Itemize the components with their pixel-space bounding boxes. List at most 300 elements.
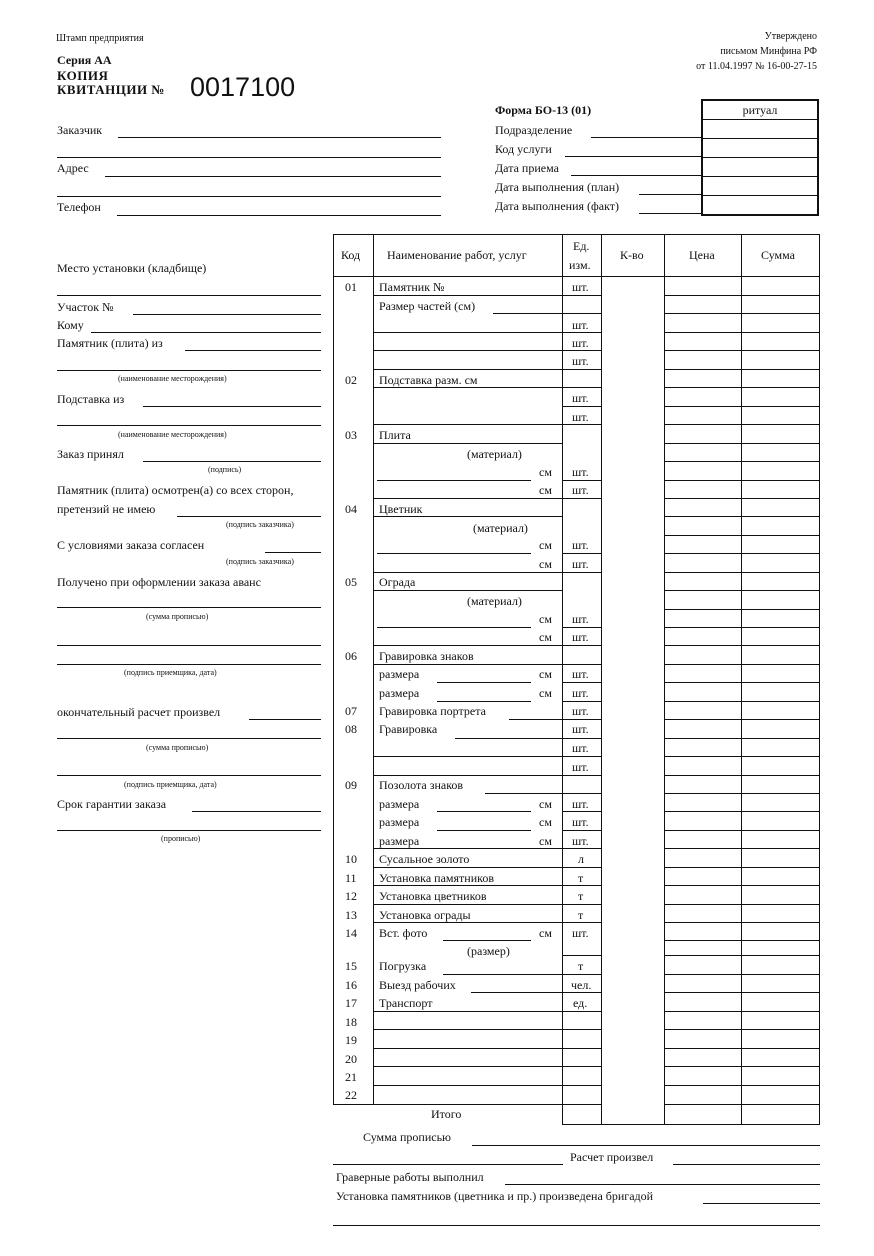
row-line (664, 590, 820, 591)
unit-row-line (562, 701, 601, 702)
row-line (664, 480, 820, 481)
unit-t: т (578, 871, 584, 885)
fill-line[interactable] (437, 848, 531, 849)
engraving-done-field[interactable] (505, 1184, 820, 1185)
fill-line[interactable] (471, 992, 562, 993)
header-sum: Сумма (761, 248, 795, 262)
row-line (664, 1048, 820, 1049)
row-line (664, 572, 820, 573)
unit-row-line (562, 738, 601, 739)
unit-pcs: шт. (572, 557, 589, 571)
unit-pcs: шт. (572, 741, 589, 755)
code-20: 20 (345, 1052, 357, 1066)
agree-label: С условиями заказа согласен (57, 538, 205, 552)
row-line (664, 848, 820, 849)
unit-pcs: шт. (572, 612, 589, 626)
warranty-field[interactable] (192, 811, 321, 812)
fill-line[interactable] (443, 940, 531, 941)
receiver-sign-caption-1: (подпись приемщика, дата) (124, 668, 217, 677)
stand-from-label: Подставка из (57, 392, 125, 406)
warranty-field-2[interactable] (57, 830, 321, 831)
monument-from-field[interactable] (185, 350, 321, 351)
fill-line[interactable] (429, 590, 562, 591)
phone-label: Телефон (57, 200, 101, 214)
unit-row-line (562, 904, 601, 905)
stand-from-field-2[interactable] (57, 425, 321, 426)
sum-words-caption-2: (сумма прописью) (146, 743, 209, 752)
name-row-line (373, 1085, 562, 1086)
unit-pcs: шт. (572, 410, 589, 424)
row-line (664, 867, 820, 868)
header-name: Наименование работ, услуг (387, 248, 527, 262)
payment-made-label: Расчет произвел (570, 1150, 654, 1164)
stand-from-field[interactable] (143, 406, 321, 407)
fill-line[interactable] (377, 645, 531, 646)
fill-line[interactable] (437, 811, 531, 812)
unit-pcs: шт. (572, 834, 589, 848)
item-size-3: размера (379, 797, 420, 811)
address-label: Адрес (57, 161, 89, 175)
monument-from-field-2[interactable] (57, 370, 321, 371)
row-line (664, 775, 820, 776)
receiver-sign-caption-2: (подпись приемщика, дата) (124, 780, 217, 789)
unit-person: чел. (571, 978, 592, 992)
unit-pcs: шт. (572, 760, 589, 774)
unit-pcs: шт. (572, 704, 589, 718)
item-engraving-portrait: Гравировка портрета (379, 704, 486, 718)
final-payment-label: окончательный расчет произвел (57, 705, 221, 719)
item-fence: Ограда (379, 575, 416, 589)
approved-line-2: письмом Минфина РФ (720, 46, 817, 57)
plan-date-label: Дата выполнения (план) (495, 180, 620, 194)
unit-cm: см (539, 538, 552, 552)
caption-size: (размер) (467, 944, 510, 958)
fill-line[interactable] (455, 738, 562, 739)
order-accepted-field[interactable] (143, 461, 321, 462)
unit-row-line (562, 480, 601, 481)
unit-pcs: шт. (572, 483, 589, 497)
row-line (664, 424, 820, 425)
unit-cm: см (539, 630, 552, 644)
table-border-bottom (333, 1104, 562, 1105)
code-02: 02 (345, 373, 357, 387)
row-line (664, 756, 820, 757)
code-05: 05 (345, 575, 357, 589)
code-07: 07 (345, 704, 357, 718)
receipt-label: КВИТАНЦИИ № (57, 82, 165, 97)
item-size-4: размера (379, 815, 420, 829)
code-08: 08 (345, 722, 357, 736)
final-payment-field-3[interactable] (57, 775, 321, 776)
row-line (664, 609, 820, 610)
sum-words-label: Сумма прописью (363, 1130, 452, 1144)
row-line (664, 885, 820, 886)
unit-row-line (562, 645, 601, 646)
fill-line[interactable] (519, 904, 562, 905)
final-payment-field-2[interactable] (57, 738, 321, 739)
unit-row-line (562, 1104, 601, 1105)
row-line (664, 332, 820, 333)
name-row-line (373, 1029, 562, 1030)
fill-line[interactable] (519, 885, 562, 886)
unit-pcs: шт. (572, 667, 589, 681)
row-line (664, 350, 820, 351)
code-18: 18 (345, 1015, 357, 1029)
payment-made-field[interactable] (673, 1164, 820, 1165)
code-17: 17 (345, 996, 357, 1010)
unit-cm: см (539, 667, 552, 681)
row-line (664, 295, 820, 296)
place-label: Место установки (кладбище) (57, 261, 207, 275)
accept-date-label: Дата приема (495, 161, 559, 175)
col-sep-unit (601, 234, 602, 1125)
receipt-number: 0017100 (190, 72, 296, 102)
code-04: 04 (345, 502, 357, 516)
unit-row-line (562, 775, 601, 776)
fill-line[interactable] (437, 830, 531, 831)
row-line (664, 645, 820, 646)
engraving-done-label: Граверные работы выполнил (336, 1170, 484, 1184)
unit-t: т (578, 959, 584, 973)
code-22: 22 (345, 1088, 357, 1102)
to-whom-label: Кому (57, 318, 84, 332)
item-photo: Вст. фото (379, 926, 428, 940)
sum-words-caption-1: (сумма прописью) (146, 612, 209, 621)
row-line (664, 313, 820, 314)
unit-pcs: шт. (572, 686, 589, 700)
unit-t: т (578, 889, 584, 903)
row-line (664, 664, 820, 665)
row-line (664, 719, 820, 720)
unit-pcs: шт. (572, 318, 589, 332)
order-accepted-label: Заказ принял (57, 447, 124, 461)
code-06: 06 (345, 649, 357, 663)
name-row-line (373, 775, 562, 776)
total-label: Итого (431, 1107, 462, 1121)
unit-pcs: шт. (572, 926, 589, 940)
unit-cm: см (539, 465, 552, 479)
fill-line[interactable] (377, 627, 531, 628)
item-install-flowerbeds: Установка цветников (379, 889, 487, 903)
unit-pcs: шт. (572, 336, 589, 350)
fill-line[interactable] (493, 922, 562, 923)
unit-t: т (578, 908, 584, 922)
item-gold-leaf: Сусальное золото (379, 852, 470, 866)
fill-line[interactable] (493, 313, 562, 314)
advance-field-3[interactable] (57, 664, 321, 665)
row-line (664, 904, 820, 905)
row-line (664, 461, 820, 462)
item-slab: Плита (379, 428, 411, 442)
unit-row-line (562, 1066, 601, 1067)
unit-pcs: шт. (572, 815, 589, 829)
department-label: Подразделение (495, 123, 573, 137)
fill-line[interactable] (437, 701, 531, 702)
row-line (664, 922, 820, 923)
row-line (664, 682, 820, 683)
code-03: 03 (345, 428, 357, 442)
ritual-cell[interactable] (703, 139, 817, 158)
item-flowerbed: Цветник (379, 502, 423, 516)
fill-line[interactable] (509, 719, 562, 720)
unit-pcs: шт. (572, 797, 589, 811)
unit-l: л (578, 852, 584, 866)
unit-cm: см (539, 483, 552, 497)
unit-row-line (562, 664, 601, 665)
code-16: 16 (345, 978, 357, 992)
form-title: Форма БО-13 (01) (495, 103, 592, 117)
install-done-field[interactable] (703, 1203, 820, 1204)
fill-line[interactable] (449, 1011, 562, 1012)
item-engraving: Гравировка (379, 722, 438, 736)
unit-row-line (562, 387, 601, 388)
header-unit-2: изм. (569, 258, 591, 272)
unit-row-line (562, 498, 601, 499)
unit-row-line (562, 369, 601, 370)
unit-cm: см (539, 815, 552, 829)
row-line (664, 830, 820, 831)
ritual-cell[interactable] (703, 120, 817, 139)
name-row-line (373, 756, 562, 757)
fill-line[interactable] (433, 516, 562, 517)
fill-line[interactable] (443, 974, 562, 975)
code-15: 15 (345, 959, 357, 973)
unit-row-line (562, 295, 601, 296)
item-stand: Подставка разм. см (379, 373, 478, 387)
row-line (664, 369, 820, 370)
name-row-line (373, 1066, 562, 1067)
fill-line[interactable] (501, 387, 562, 388)
unit-cm: см (539, 686, 552, 700)
header-bottom-line (333, 276, 820, 277)
fill-line[interactable] (377, 553, 531, 554)
plot-label: Участок № (57, 300, 114, 314)
header-unit-1: Ед. (573, 239, 590, 253)
series-label: Серия АА (57, 53, 112, 67)
fill-line[interactable] (485, 867, 562, 868)
row-line (664, 553, 820, 554)
sum-words-field[interactable] (472, 1145, 820, 1146)
final-payment-field[interactable] (249, 719, 321, 720)
unit-pcs: шт. (572, 630, 589, 644)
advance-label: Получено при оформлении заказа аванс (57, 575, 261, 589)
sum-words-field-2[interactable] (333, 1164, 563, 1165)
table-border-top (333, 234, 820, 235)
row-line (664, 955, 820, 956)
row-line (664, 1104, 820, 1105)
agree-field[interactable] (265, 552, 321, 553)
ritual-cell[interactable] (703, 196, 817, 215)
fill-line[interactable] (421, 443, 562, 444)
table-border-left (333, 234, 334, 1105)
total-row-bottom (562, 1124, 820, 1125)
inspected-label-1: Памятник (плита) осмотрен(а) со всех сторон, (57, 483, 294, 497)
fact-date-field[interactable] (639, 213, 701, 214)
item-size-5: размера (379, 834, 420, 848)
to-whom-field[interactable] (91, 332, 321, 333)
row-line (664, 627, 820, 628)
unit-row-line (562, 627, 601, 628)
code-13: 13 (345, 908, 357, 922)
customer-signature-caption-1: (подпись заказчика) (226, 520, 294, 529)
header-qty: К-во (620, 248, 644, 262)
row-line (664, 1029, 820, 1030)
item-monument: Памятник № (379, 280, 445, 294)
code-10: 10 (345, 852, 357, 866)
name-row-line (373, 1048, 562, 1049)
unit-row-line (562, 793, 601, 794)
stamp-label: Штамп предприятия (56, 33, 144, 44)
ritual-label: ритуал (703, 101, 817, 120)
unit-row-line (562, 313, 601, 314)
item-parts-size: Размер частей (см) (379, 299, 476, 313)
row-line (664, 406, 820, 407)
service-code-label: Код услуги (495, 142, 552, 156)
code-14: 14 (345, 926, 357, 940)
place-field[interactable] (57, 295, 321, 296)
warranty-label: Срок гарантии заказа (57, 797, 167, 811)
plot-field[interactable] (133, 314, 321, 315)
unit-row-line (562, 830, 601, 831)
unit-cm: см (539, 834, 552, 848)
address-field-2[interactable] (57, 196, 441, 197)
copy-label: КОПИЯ (57, 68, 109, 83)
unit-cm: см (539, 797, 552, 811)
unit-row-line (562, 756, 601, 757)
code-11: 11 (345, 871, 357, 885)
unit-pcs: шт. (572, 465, 589, 479)
unit-row-line (562, 553, 601, 554)
fill-line[interactable] (377, 572, 531, 573)
unit-row-line (562, 867, 601, 868)
code-19: 19 (345, 1033, 357, 1047)
header-price: Цена (689, 248, 715, 262)
unit-row-line (562, 955, 601, 956)
item-loading: Погрузка (379, 959, 427, 973)
code-12: 12 (345, 889, 357, 903)
services-table (333, 234, 820, 1125)
in-words-caption: (прописью) (161, 834, 201, 843)
unit-row-line (562, 1085, 601, 1086)
row-line (664, 387, 820, 388)
unit-row-line (562, 572, 601, 573)
unit-pcs: шт. (572, 280, 589, 294)
item-transport: Транспорт (379, 996, 433, 1010)
fill-line[interactable] (377, 480, 531, 481)
item-install-monuments: Установка памятников (379, 871, 494, 885)
monument-from-label: Памятник (плита) из (57, 336, 163, 350)
unit-unit: ед. (573, 996, 588, 1010)
unit-row-line (562, 682, 601, 683)
customer-field[interactable] (118, 137, 441, 138)
item-engraving-signs: Гравировка знаков (379, 649, 474, 663)
code-09: 09 (345, 778, 357, 792)
row-line (664, 535, 820, 536)
unit-cm: см (539, 926, 552, 940)
fill-line[interactable] (437, 682, 531, 683)
inspected-field[interactable] (177, 516, 321, 517)
ritual-box (701, 99, 819, 216)
code-01: 01 (345, 280, 357, 294)
col-sep-code (373, 234, 374, 1105)
fill-line[interactable] (377, 498, 531, 499)
item-size-2: размера (379, 686, 420, 700)
advance-field-2[interactable] (57, 645, 321, 646)
header-code: Код (341, 248, 361, 262)
name-row-line (373, 424, 562, 425)
caption-material-flowerbed: (материал) (473, 521, 528, 535)
row-line (664, 793, 820, 794)
item-gilding: Позолота знаков (379, 778, 464, 792)
item-size-1: размера (379, 667, 420, 681)
unit-row-line (562, 1011, 601, 1012)
customer-label: Заказчик (57, 123, 103, 137)
unit-pcs: шт. (572, 722, 589, 736)
phone-field[interactable] (117, 215, 441, 216)
caption-material-fence: (материал) (467, 594, 522, 608)
install-done-label: Установка памятников (цветника и пр.) произведена бригадой (336, 1189, 654, 1203)
row-line (664, 1085, 820, 1086)
name-row-line (373, 332, 562, 333)
unit-row-line (562, 1048, 601, 1049)
approved-line-3: от 11.04.1997 № 16-00-27-15 (696, 61, 817, 72)
unit-pcs: шт. (572, 354, 589, 368)
row-line (664, 940, 820, 941)
deposit-caption-1: (наименование месторождения) (118, 374, 227, 383)
service-code-field[interactable] (565, 156, 701, 157)
approved-line-1: Утверждено (764, 31, 817, 42)
row-line (664, 443, 820, 444)
row-line (664, 974, 820, 975)
code-21: 21 (345, 1070, 357, 1084)
customer-signature-caption-2: (подпись заказчика) (226, 557, 294, 566)
accept-date-field[interactable] (571, 175, 701, 176)
name-row-line (373, 350, 562, 351)
ritual-cell[interactable] (703, 158, 817, 177)
item-workers-trip: Выезд рабочих (379, 978, 456, 992)
row-line (664, 738, 820, 739)
row-line (664, 701, 820, 702)
customer-field-2[interactable] (57, 157, 441, 158)
unit-pcs: шт. (572, 538, 589, 552)
plan-date-field[interactable] (639, 194, 701, 195)
address-field[interactable] (105, 176, 441, 177)
unit-pcs: шт. (572, 391, 589, 405)
unit-row-line (562, 974, 601, 975)
department-field[interactable] (591, 137, 701, 138)
unit-row-line (562, 719, 601, 720)
fact-date-label: Дата выполнения (факт) (495, 199, 620, 213)
ritual-cell[interactable] (703, 177, 817, 196)
unit-row-line (562, 1029, 601, 1030)
row-line (664, 1066, 820, 1067)
fill-line[interactable] (461, 295, 561, 296)
row-line (664, 498, 820, 499)
row-line (664, 992, 820, 993)
fill-line[interactable] (485, 793, 562, 794)
name-row-line (373, 369, 562, 370)
unit-cm: см (539, 557, 552, 571)
inspected-label-2: претензий не имею (57, 502, 156, 516)
fill-line[interactable] (493, 664, 562, 665)
unit-cm: см (539, 612, 552, 626)
unit-row-line (562, 406, 601, 407)
row-line (664, 516, 820, 517)
install-done-field-2[interactable] (333, 1225, 820, 1226)
advance-field[interactable] (57, 607, 321, 608)
row-line (664, 1011, 820, 1012)
signature-caption: (подпись) (208, 465, 242, 474)
